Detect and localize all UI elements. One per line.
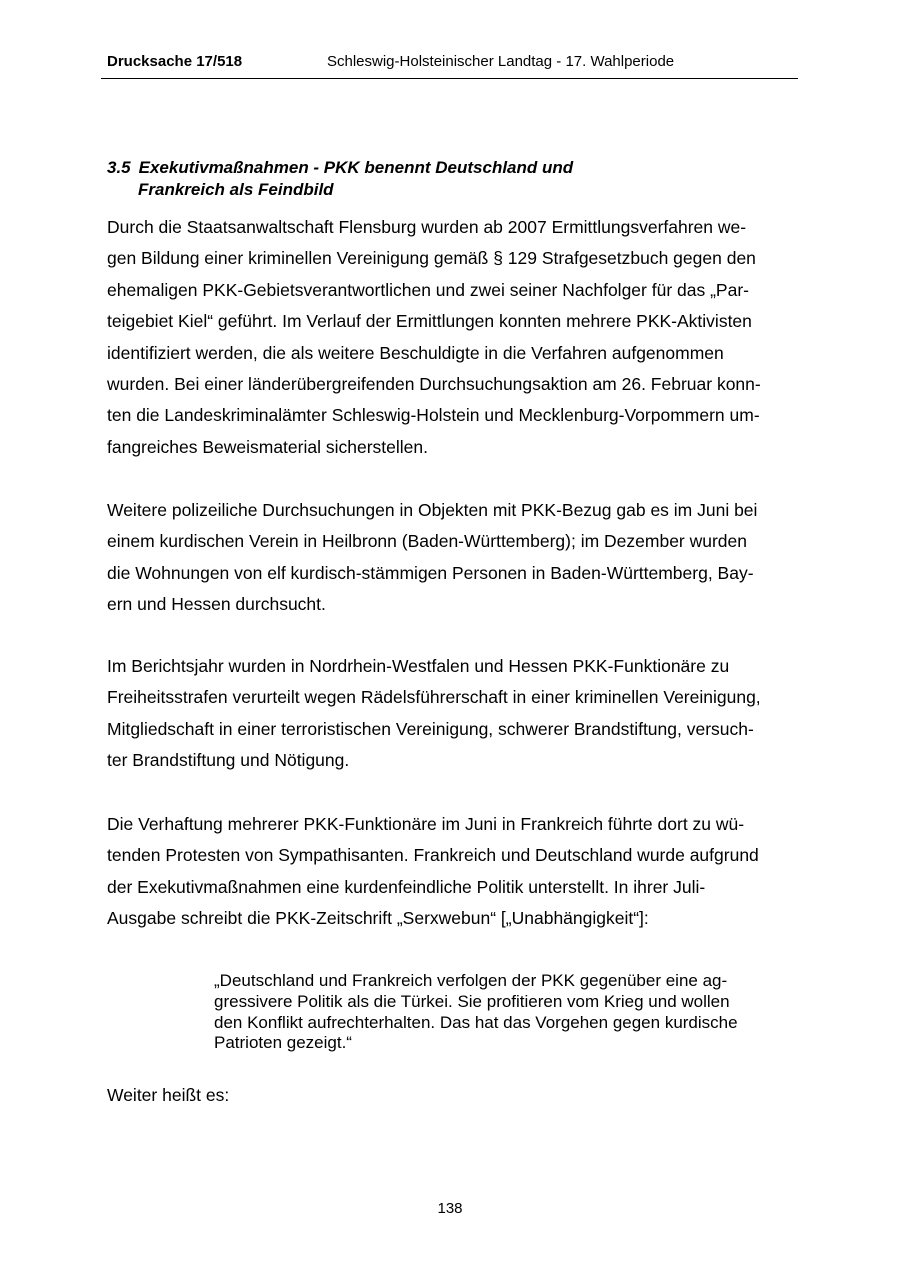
paragraph-line: Mitgliedschaft in einer terroristischen Vereinigung, schwerer Brandstiftung, versuch- xyxy=(107,718,754,739)
paragraph-arrests-france xyxy=(107,809,797,935)
paragraph-line: teigebiet Kiel“ geführt. Im Verlauf der Ermittlungen konnten mehrere PKK-Aktivisten xyxy=(107,311,752,332)
paragraph-convictions xyxy=(107,651,797,777)
document-source: Schleswig-Holsteinischer Landtag - 17. Wahlperiode xyxy=(327,53,675,70)
paragraph-line: einem kurdischen Verein in Heilbronn (Baden-Württemberg); im Dezember wurden xyxy=(107,531,748,552)
paragraph-line: Ausgabe schreibt die PKK-Zeitschrift „Serxwebun“ [„Unabhängigkeit“]: xyxy=(107,908,649,929)
paragraph-line: tenden Protesten von Sympathisanten. Frankreich und Deutschland wurde aufgrund xyxy=(107,845,759,866)
paragraph-line: Im Berichtsjahr wurden in Nordrhein-Westfalen und Hessen PKK-Funktionäre zu xyxy=(107,656,730,676)
paragraph-line: gen Bildung einer kriminellen Vereinigung gemäß § 129 Strafgesetzbuch gegen den xyxy=(107,248,756,269)
paragraph-line: Freiheitsstrafen verurteilt wegen Rädelsführerschaft in einer kriminellen Vereinigung, xyxy=(107,687,761,708)
paragraph-line: identifiziert werden, die als weitere Beschuldigte in die Verfahren aufgenommen xyxy=(107,342,724,363)
paragraph-line: die Wohnungen von elf kurdisch-stämmigen Personen in Baden-Württemberg, Bay- xyxy=(107,562,754,583)
paragraph-line: Durch die Staatsanwaltschaft Flensburg wurden ab 2007 Ermittlungsverfahren we- xyxy=(107,217,747,237)
paragraph-line: Die Verhaftung mehrerer PKK-Funktionäre im Juni in Frankreich führte dort zu wü- xyxy=(107,814,745,834)
section-number: 3.5 xyxy=(107,158,131,177)
paragraph-closing xyxy=(107,1080,797,1111)
paragraph-line: wurden. Bei einer länderübergreifenden Durchsuchungsaktion am 26. Februar konn- xyxy=(107,374,761,395)
paragraph-searches xyxy=(107,495,797,621)
quote-line: „Deutschland und Frankreich verfolgen der PKK gegenüber eine ag- xyxy=(214,971,728,990)
paragraph-line: fangreiches Beweismaterial sicherstellen. xyxy=(107,436,428,457)
page-header xyxy=(101,52,798,79)
paragraph-line: ter Brandstiftung und Nötigung. xyxy=(107,750,350,771)
paragraph-investigations xyxy=(107,212,797,463)
paragraph-line: ehemaligen PKK-Gebietsverantwortlichen und zwei seiner Nachfolger für das „Par- xyxy=(107,279,749,300)
section-heading xyxy=(107,157,797,201)
paragraph-line: Weiter heißt es: xyxy=(107,1085,230,1105)
page-number: 138 xyxy=(437,1200,463,1217)
quote-line: den Konflikt aufrechterhalten. Das hat das Vorgehen gegen kurdische xyxy=(214,1012,738,1032)
quote-line: gressivere Politik als die Türkei. Sie profitieren vom Krieg und wollen xyxy=(214,991,730,1011)
paragraph-line: Weitere polizeiliche Durchsuchungen in Objekten mit PKK-Bezug gab es im Juni bei xyxy=(107,500,758,520)
quote-line: Patrioten gezeigt.“ xyxy=(214,1033,352,1053)
section-title-part-1: Exekutivmaßnahmen - PKK benennt Deutschland und xyxy=(138,158,574,177)
document-number: Drucksache 17/518 xyxy=(107,53,243,70)
paragraph-line: ten die Landeskriminalämter Schleswig-Holstein und Mecklenburg-Vorpommern um- xyxy=(107,405,760,426)
section-title-part-2: Frankreich als Feindbild xyxy=(138,180,334,199)
paragraph-line: ern und Hessen durchsucht. xyxy=(107,594,326,615)
section-heading-line-1 xyxy=(107,158,573,177)
block-quote xyxy=(214,971,804,1054)
paragraph-line: der Exekutivmaßnahmen eine kurdenfeindliche Politik unterstellt. In ihrer Juli- xyxy=(107,876,706,897)
